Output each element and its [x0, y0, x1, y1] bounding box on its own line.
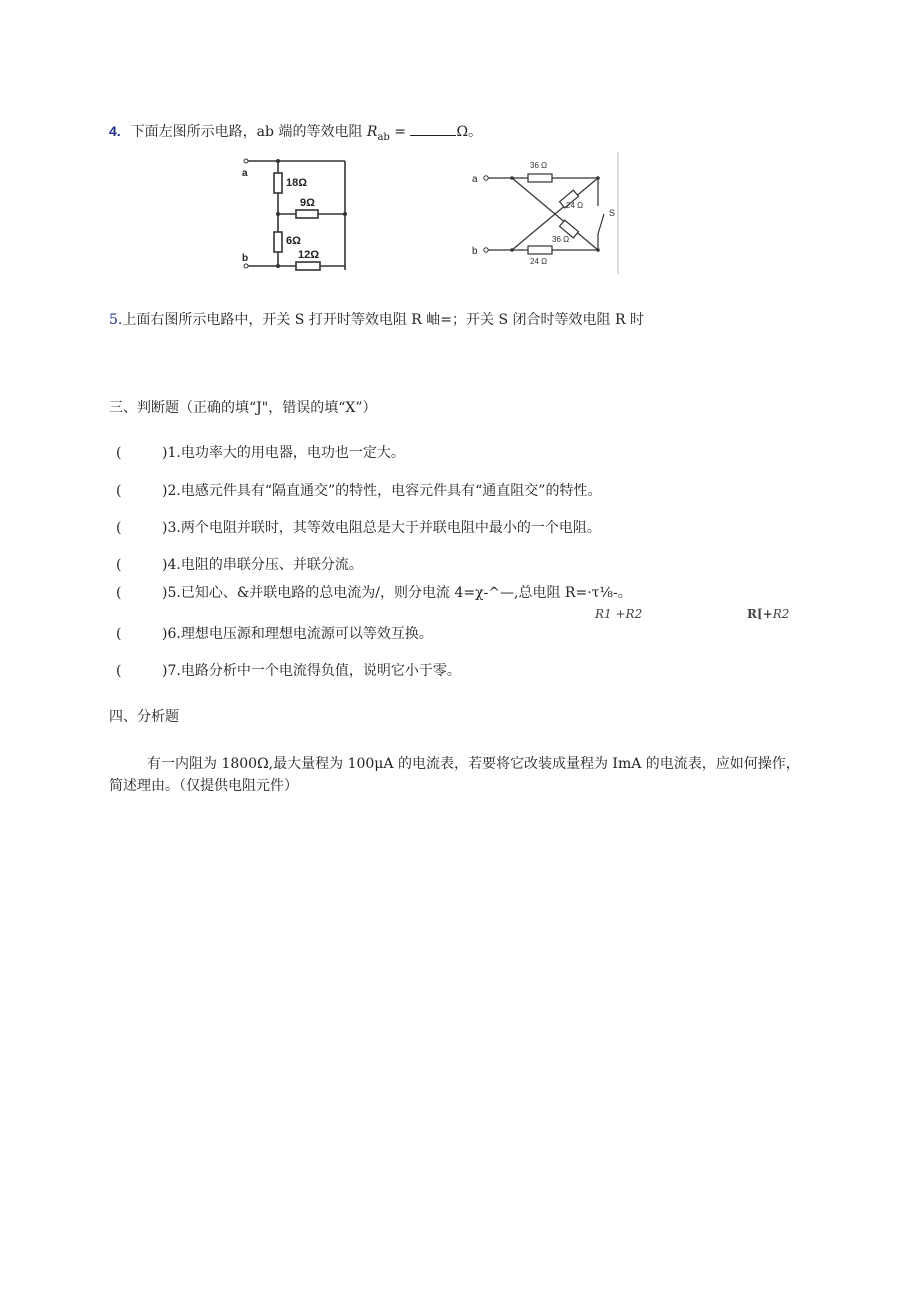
- judgment-item: [116, 662, 461, 680]
- terminal-a-label: a: [242, 168, 248, 179]
- item-text: )3.两个电阻并联时，其等效电阻总是大于并联电阻中最小的一个电阻。: [162, 520, 601, 536]
- terminal-b-label: b: [242, 253, 249, 264]
- answer-paren[interactable]: (: [116, 626, 122, 642]
- r-symbol: R: [595, 607, 605, 621]
- fraction-denominator-2: [747, 605, 789, 623]
- answer-paren[interactable]: (: [116, 445, 122, 461]
- denominator-rest: 1 +R2: [604, 607, 643, 621]
- question-4: [109, 121, 482, 147]
- answer-paren[interactable]: (: [116, 663, 122, 679]
- unit-text: Ω。: [456, 124, 483, 140]
- resistor-6-label: 6Ω: [286, 235, 301, 247]
- equals-sign: =: [389, 124, 411, 140]
- answer-paren[interactable]: (: [116, 585, 122, 601]
- judgment-item: [116, 444, 405, 462]
- resistor-24-bottom-label: 24 Ω: [530, 257, 548, 266]
- section-3-title: 三、判断题（正确的填“J"，错误的填“X”）: [109, 400, 377, 416]
- judgment-item: [116, 625, 433, 643]
- item-text: )4.电阻的串联分压、并联分流。: [162, 557, 363, 573]
- denominator-bold: R[+: [747, 607, 773, 621]
- answer-paren[interactable]: (: [116, 557, 122, 573]
- item-text: )7.电路分析中一个电流得负值，说明它小于零。: [162, 663, 461, 679]
- terminal-b-label: b: [472, 246, 478, 257]
- left-circuit-diagram: [238, 150, 358, 284]
- r-symbol: R: [366, 124, 378, 140]
- judgment-item: [116, 482, 601, 500]
- denominator-rest: R2: [772, 607, 790, 621]
- question-text: 上面右图所示电路中，开关 S 打开时等效电阻 R 岫=；开关 S 闭合时等效电阻 R 时: [122, 312, 644, 328]
- fraction-denominator-1: [595, 605, 642, 623]
- terminal-a-label: a: [472, 174, 478, 185]
- item-text: )1.电功率大的用电器，电功也一定大。: [162, 445, 405, 461]
- judgment-item: [116, 519, 601, 537]
- item-text: )2.电感元件具有“隔直通交”的特性，电容元件具有“通直阻交”的特性。: [162, 483, 602, 499]
- resistor-18-label: 18Ω: [286, 177, 308, 189]
- resistor-24-diag-label: 24 Ω: [566, 201, 584, 210]
- resistor-36-top-label: 36 Ω: [530, 161, 548, 170]
- judgment-item: [116, 584, 632, 602]
- question-number: 5.: [109, 312, 123, 328]
- r-subscript: ab: [377, 131, 390, 143]
- answer-paren[interactable]: (: [116, 520, 122, 536]
- answer-blank[interactable]: [410, 121, 456, 136]
- resistor-36-diag-label: 36 Ω: [552, 235, 570, 244]
- question-5: [109, 311, 644, 329]
- analysis-paragraph: 有一内阻为 1800Ω,最大量程为 100μA 的电流表，若要将它改装成量程为 ImA 的电流表，应如何操作，简述理由。（仅提供电阻元件）: [109, 756, 800, 794]
- item-text: )6.理想电压源和理想电流源可以等效互换。: [162, 626, 433, 642]
- question-text: 下面左图所示电路，ab 端的等效电阻: [130, 124, 367, 140]
- judgment-item: [116, 556, 363, 574]
- resistance-symbol: [366, 124, 390, 143]
- switch-s-label: S: [609, 208, 616, 218]
- item-text: )5.已知心、&并联电路的总电流为/，则分电流 4=χ-^—,总电阻 R=·τ⅛-。: [162, 585, 632, 601]
- section-4-title: 四、分析题: [109, 709, 179, 725]
- right-circuit-diagram: [462, 150, 622, 276]
- answer-paren[interactable]: (: [116, 483, 122, 499]
- resistor-12-label: 12Ω: [298, 249, 320, 261]
- resistor-9-label: 9Ω: [300, 197, 315, 209]
- question-number: 4.: [109, 123, 121, 139]
